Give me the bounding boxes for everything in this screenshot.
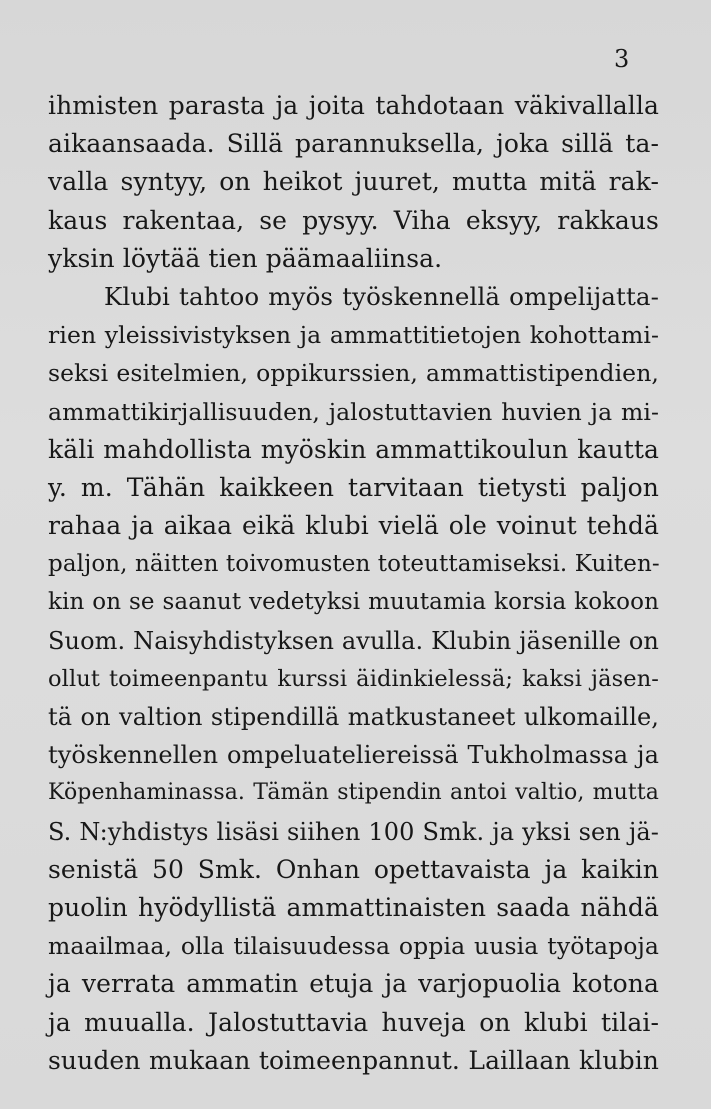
- text-line: kaus rakentaa, se pysyy. Viha eksyy, rakkaus: [48, 205, 659, 235]
- text-line-paragraph-start: Klubi tahtoo myös työskennellä ompelijatta-: [104, 281, 659, 311]
- text-line: aikaansaada. Sillä parannuksella, joka sillä ta-: [48, 129, 659, 159]
- text-line: Suom. Naisyhdistyksen avulla. Klubin jäsenille on: [48, 626, 659, 655]
- text-line: työskennellen ompeluateliereissä Tukholmassa ja: [48, 741, 659, 770]
- text-line: yksin löytää tien päämaaliinsa.: [48, 243, 443, 273]
- text-line: ihmisten parasta ja joita tahdotaan väkivallalla: [48, 91, 659, 120]
- text-line: maailmaa, olla tilaisuudessa oppia uusia työtapoja: [48, 932, 659, 961]
- text-line: paljon, näitten toivomusten toteuttamiseksi. Kuiten-: [48, 551, 660, 578]
- body-text: [48, 87, 659, 1080]
- text-line: S. N:yhdistys lisäsi siihen 100 Smk. ja yksi sen jä-: [48, 817, 659, 846]
- text-line: valla syntyy, on heikot juuret, mutta mitä rak-: [48, 167, 659, 197]
- text-line: ja verrata ammatin etuja ja varjopuolia kotona: [48, 969, 659, 999]
- text-line: Köpenhaminassa. Tämän stipendin antoi valtio, mutta: [48, 780, 659, 806]
- text-line: kin on se saanut vedetyksi muutamia korsia kokoon: [48, 589, 659, 616]
- text-line: rahaa ja aikaa eikä klubi vielä ole voinut tehdä: [48, 511, 659, 541]
- text-line: tä on valtion stipendillä matkustaneet ulkomaille,: [48, 703, 659, 731]
- text-line: ollut toimeenpantu kurssi äidinkielessä; kaksi jäsen-: [48, 665, 659, 692]
- text-line: ja muualla. Jalostuttavia huveja on klubi tilai-: [48, 1007, 659, 1037]
- text-line: rien yleissivistyksen ja ammattitietojen kohottami-: [48, 321, 659, 350]
- text-line: y. m. Tähän kaikkeen tarvitaan tietysti paljon: [48, 472, 659, 502]
- text-line: puolin hyödyllistä ammattinaisten saada nähdä: [48, 892, 659, 922]
- text-line: seksi esitelmien, oppikurssien, ammattistipendien,: [48, 359, 659, 388]
- text-line: käli mahdollista myöskin ammattikoulun kautta: [48, 434, 659, 464]
- page-number: 3: [614, 45, 630, 73]
- text-line: senistä 50 Smk. Onhan opettavaista ja kaikin: [48, 854, 659, 884]
- text-line: ammattikirjallisuuden, jalostuttavien huvien ja mi-: [48, 397, 659, 426]
- text-line: suuden mukaan toimeenpannut. Laillaan klubin: [48, 1045, 659, 1075]
